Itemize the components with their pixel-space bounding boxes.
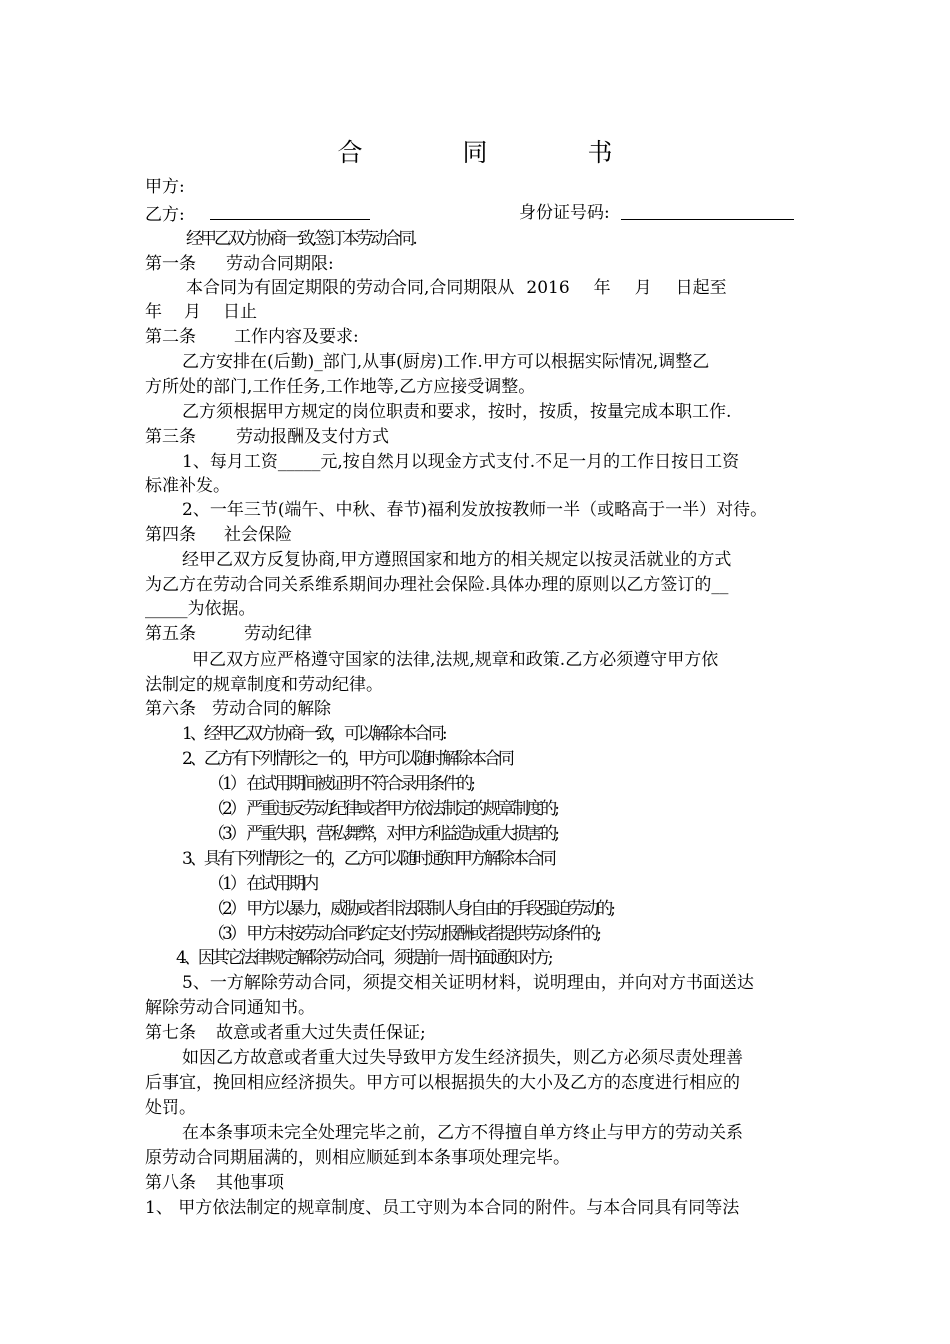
party-b-name-blank [210,201,370,220]
article-8-item-1: 1、 甲方依法制定的规章制度、员工守则为本合同的附件。与本合同具有同等法 [145,1198,740,1218]
article-6-item-5: 5、一方解除劳动合同，须提交相关证明材料，说明理由，并向对方书面送达 [182,973,754,993]
article-6-item-5-cont: 解除劳动合同通知书。 [145,998,315,1018]
article-6-item-3-1: （1） 在试用期内 [208,874,317,894]
party-b-label: 乙方: [145,205,185,225]
page-title: 合 同 书 [337,138,659,167]
article-1-heading: 第一条 劳动合同期限: [145,254,334,274]
article-7-paragraph-1-end: 处罚。 [145,1098,196,1118]
article-6-item-2: 2、乙方有下列情形之一的，甲方可以随时解除本合同 [182,749,512,769]
party-a-line [145,175,810,200]
intro-text: 经甲乙双方协商一致,签订本劳动合同. [186,229,415,249]
article-6-item-3-2: （2） 甲方以暴力，威胁或者非法限制人身自由的手段强迫劳动的; [208,899,613,919]
article-5-text-2: 法制定的规章制度和劳动纪律。 [145,675,383,695]
article-2-paragraph-1-cont: 方所处的部门,工作任务,工作地等,乙方应接受调整。 [145,377,536,397]
id-number-blank [621,201,794,220]
party-a-label: 甲方: [145,177,185,197]
start-year: 2016 [526,278,570,298]
id-number-label: 身份证号码: [519,203,610,223]
article-6-item-2-1: （1） 在试用期间被证明不符合录用条件的; [208,774,473,794]
article-6-item-3-3: （3） 甲方未按劳动合同约定支付劳动报酬或者提供劳动条件的; [208,924,599,944]
article-8-heading: 第八条 其他事项 [145,1173,284,1193]
article-7-paragraph-2-cont: 原劳动合同期届满的，则相应顺延到本条事项处理完毕。 [145,1148,570,1168]
article-4-text-1: 经甲乙双方反复协商,甲方遵照国家和地方的相关规定以按灵活就业的方式 [182,550,732,570]
article-6-item-2-2: （2） 严重违反劳动纪律或者甲方依法制定的规章制度的; [208,799,557,819]
article-6-item-1: 1、经甲乙双方协商一致，可以解除本合同: [182,724,445,744]
article-6-item-4: 4、因其它法律规定解除劳动合同，须提前一周书面通知对方; [176,948,551,968]
article-3-heading: 第三条 劳动报酬及支付方式 [145,427,389,447]
article-5-text-1: 甲乙双方应严格遵守国家的法律,法规,规章和政策.乙方必须遵守甲方依 [192,650,719,670]
article-6-heading: 第六条 劳动合同的解除 [145,699,331,719]
article-2-paragraph-2: 乙方须根据甲方规定的岗位职责和要求，按时，按质，按量完成本职工作. [182,402,732,422]
article-5-heading: 第五条 劳动纪律 [145,624,312,644]
article-3-item-2: 2、一年三节(端午、中秋、春节)福利发放按教师一半（或略高于一半）对待。 [182,500,768,520]
article-7-heading: 第七条 故意或者重大过失责任保证; [145,1023,426,1043]
article-3-item-1-cont: 标准补发。 [145,476,230,496]
article-4-text-3: _____为依据。 [145,599,256,619]
article-4-heading: 第四条 社会保险 [145,525,292,545]
party-b-line [145,201,810,228]
article-2-paragraph-1: 乙方安排在(后勤)_部门,从事(厨房)工作.甲方可以根据实际情况,调整乙 [182,352,710,372]
article-4-text-2: 为乙方在劳动合同关系维系期间办理社会保险.具体办理的原则以乙方签订的__ [145,575,729,595]
article-7-paragraph-1-cont: 后事宜，挽回相应经济损失。甲方可以根据损失的大小及乙方的态度进行相应的 [145,1073,740,1093]
article-1-paragraph: 本合同为有固定期限的劳动合同,合同期限从 2016 年 月 日起至 [186,278,727,298]
article-3-item-1: 1、每月工资_____元,按自然月以现金方式支付.不足一月的工作日按日工资 [182,452,740,472]
article-6-item-3: 3、具有下列情形之一的，乙方可以随时通知甲方解除本合同 [182,849,554,869]
article-1-paragraph-cont: 年 月 日止 [145,302,257,322]
article-2-heading: 第二条 工作内容及要求: [145,327,359,347]
article-6-item-2-3: （3） 严重失职，营私舞弊，对甲方利益造成重大损害的; [208,824,557,844]
article-7-paragraph-2: 在本条事项未完全处理完毕之前，乙方不得擅自单方终止与甲方的劳动关系 [182,1123,743,1143]
article-7-paragraph-1: 如因乙方故意或者重大过失导致甲方发生经济损失，则乙方必须尽责处理善 [182,1048,743,1068]
